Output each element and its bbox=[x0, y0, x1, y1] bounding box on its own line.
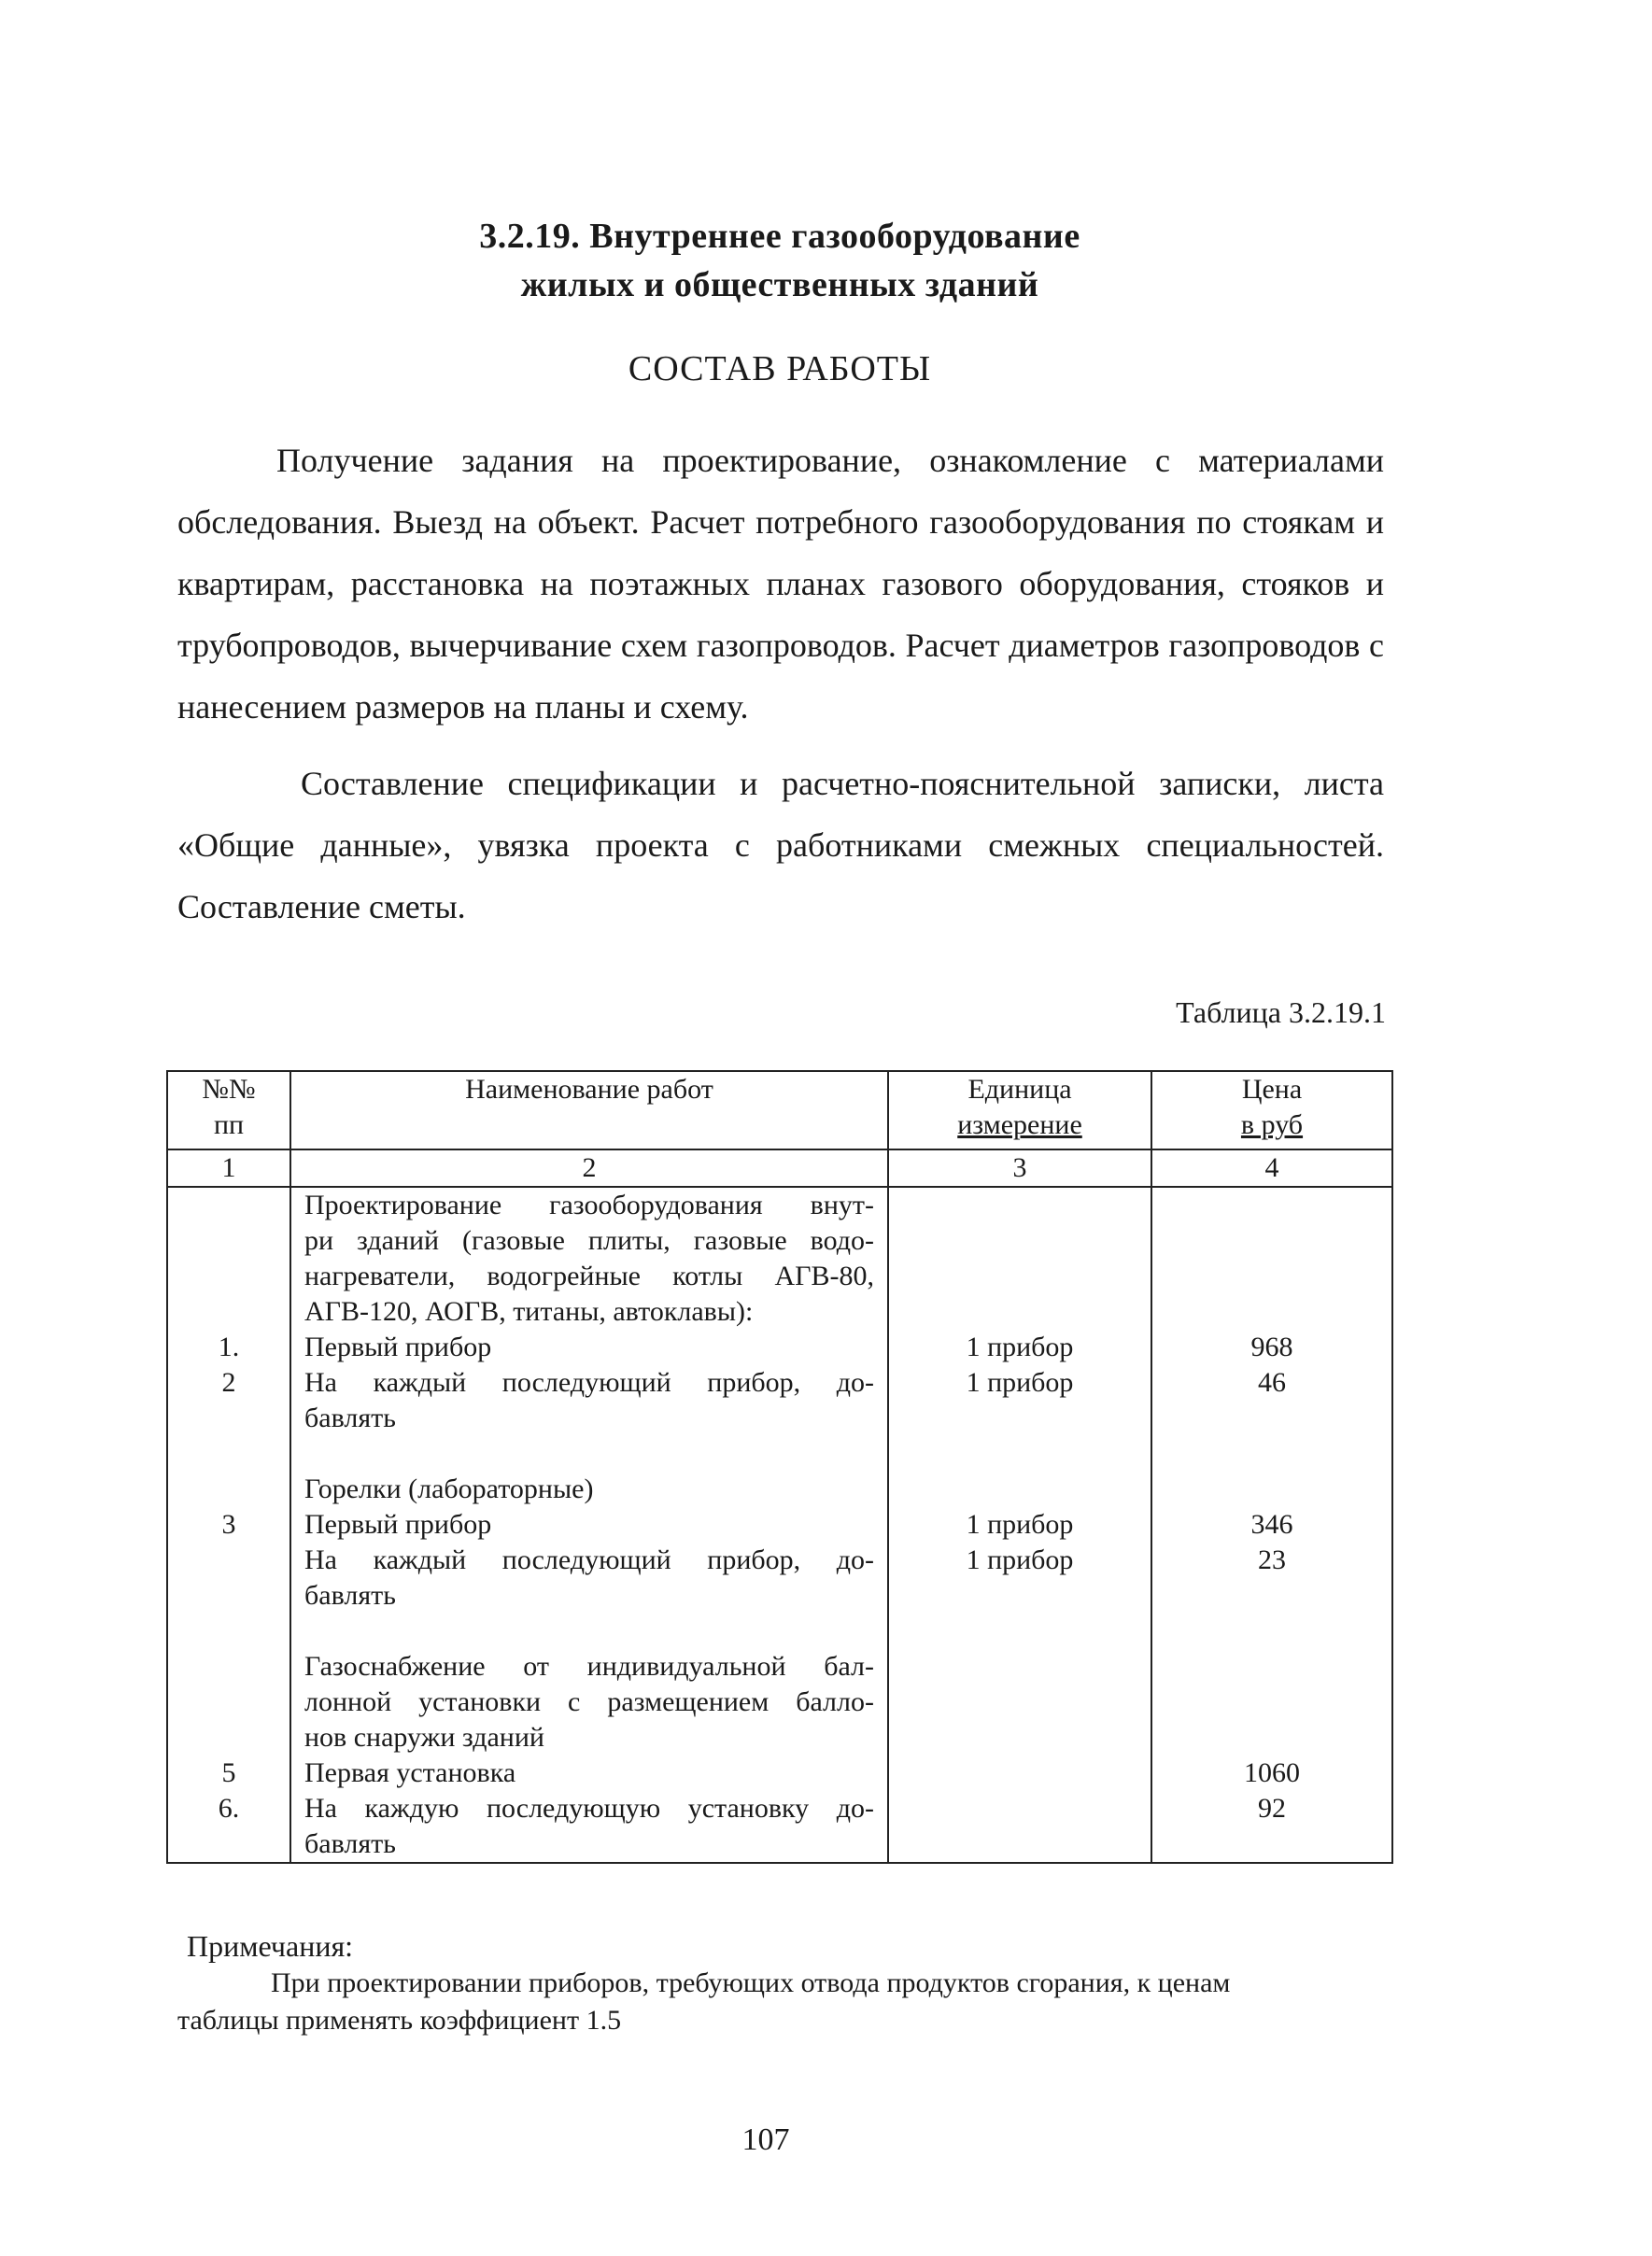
column-number: 3 bbox=[888, 1149, 1151, 1187]
item-name-line: Первая установка bbox=[304, 1757, 516, 1788]
header-name: Наименование работ bbox=[290, 1071, 888, 1149]
item-name-line: бавлять bbox=[304, 1828, 396, 1859]
item-price: 46 bbox=[1258, 1367, 1286, 1398]
item-unit bbox=[889, 1755, 1151, 1791]
empty-cell-line bbox=[168, 1826, 289, 1862]
item-name-line: На каждый последующий прибор, до- bbox=[304, 1544, 874, 1575]
note-line-1: При проектировании приборов, требующих отвода продуктов сгорания, к ценам bbox=[271, 1967, 1231, 1998]
group-heading-line: нагреватели, водогрейные котлы АГВ-80, bbox=[304, 1261, 874, 1291]
empty-cell-line bbox=[168, 1188, 289, 1223]
empty-cell-line bbox=[1152, 1826, 1391, 1862]
item-number: 2 bbox=[221, 1367, 236, 1398]
empty-cell-line bbox=[168, 1578, 289, 1614]
name-column bbox=[290, 1187, 888, 1863]
table-body-row bbox=[167, 1187, 1392, 1863]
number-column bbox=[167, 1187, 290, 1863]
table-header-row bbox=[167, 1071, 1392, 1149]
empty-cell-line bbox=[889, 1188, 1151, 1223]
empty-cell-line bbox=[1152, 1259, 1391, 1294]
empty-cell-line bbox=[168, 1401, 289, 1436]
empty-cell-line bbox=[1152, 1472, 1391, 1507]
empty-cell-line bbox=[1152, 1649, 1391, 1685]
item-name-line: бавлять bbox=[304, 1403, 396, 1433]
header-price: Цена в руб bbox=[1151, 1071, 1392, 1149]
item-number: 1. bbox=[218, 1332, 240, 1362]
item-price: 92 bbox=[1258, 1793, 1286, 1824]
item-unit: 1 прибор bbox=[966, 1544, 1074, 1575]
header-unit: Единица измерение bbox=[888, 1071, 1151, 1149]
item-name-line: На каждую последующую установку до- bbox=[304, 1793, 874, 1824]
empty-cell-line bbox=[889, 1401, 1151, 1436]
group-heading-line: АГВ-120, АОГВ, титаны, автоклавы): bbox=[304, 1296, 754, 1327]
empty-cell-line bbox=[889, 1223, 1151, 1259]
paragraph-2: Составление спецификации и расчетно-пояснительной записки, листа «Общие данные», увязка проекта с работниками смежных специальностей. Составление сметы. bbox=[177, 765, 1384, 925]
empty-cell-line bbox=[168, 1294, 289, 1330]
item-name-line: бавлять bbox=[304, 1580, 396, 1611]
empty-cell-line bbox=[889, 1472, 1151, 1507]
column-number: 1 bbox=[167, 1149, 290, 1187]
empty-cell-line bbox=[889, 1259, 1151, 1294]
price-table bbox=[166, 1070, 1393, 1864]
group-heading-line: лонной установки с размещением балло- bbox=[304, 1686, 874, 1717]
item-name-line: На каждый последующий прибор, до- bbox=[304, 1367, 874, 1398]
item-name-line: Первый прибор bbox=[304, 1509, 492, 1540]
empty-cell-line bbox=[889, 1685, 1151, 1720]
group-heading-line: Проектирование газооборудования внут- bbox=[304, 1190, 874, 1220]
column-number-row bbox=[167, 1149, 1392, 1187]
empty-cell-line bbox=[1152, 1223, 1391, 1259]
item-number: 6. bbox=[218, 1793, 240, 1824]
item-number: 5 bbox=[221, 1757, 236, 1788]
group-heading-line: Газоснабжение от индивидуальной бал- bbox=[304, 1651, 874, 1682]
empty-cell-line bbox=[889, 1294, 1151, 1330]
page-number: 107 bbox=[741, 2122, 790, 2157]
section-title-line-1: 3.2.19. Внутреннее газооборудование bbox=[479, 217, 1080, 256]
item-unit: 1 прибор bbox=[966, 1367, 1074, 1398]
notes-text bbox=[177, 1965, 1391, 2039]
empty-cell-line bbox=[168, 1685, 289, 1720]
empty-cell-line bbox=[1152, 1401, 1391, 1436]
section-title-line-2: жилых и общественных зданий bbox=[520, 265, 1039, 304]
notes-title: Примечания: bbox=[187, 1929, 354, 1963]
work-composition-heading: СОСТАВ РАБОТЫ bbox=[628, 349, 932, 388]
item-number bbox=[168, 1543, 289, 1578]
group-heading-line: нов снаружи зданий bbox=[304, 1722, 544, 1753]
empty-cell-line bbox=[168, 1649, 289, 1685]
item-price: 346 bbox=[1250, 1509, 1293, 1540]
item-price: 1060 bbox=[1244, 1757, 1300, 1788]
empty-cell-line bbox=[168, 1259, 289, 1294]
table-caption: Таблица 3.2.19.1 bbox=[1176, 995, 1386, 1029]
empty-cell-line bbox=[889, 1720, 1151, 1755]
item-price: 968 bbox=[1250, 1332, 1293, 1362]
empty-cell-line bbox=[1152, 1685, 1391, 1720]
empty-cell-line bbox=[168, 1472, 289, 1507]
unit-column bbox=[888, 1187, 1151, 1863]
item-name-line: Первый прибор bbox=[304, 1332, 492, 1362]
item-number: 3 bbox=[221, 1509, 236, 1540]
item-unit bbox=[889, 1791, 1151, 1826]
empty-cell-line bbox=[1152, 1188, 1391, 1223]
empty-cell-line bbox=[168, 1720, 289, 1755]
note-line-2: таблицы применять коэффициент 1.5 bbox=[177, 2005, 622, 2036]
empty-cell-line bbox=[1152, 1578, 1391, 1614]
paragraph-1: Получение задания на проектирование, ознакомление с материалами обследования. Выезд на объект. Расчет потребного газооборудования по стоякам и квартирам, расстановка на поэтажных планах газового оборудования, стояков и трубопроводов, вычерчивание схем газопроводов. Расчет диаметров газопроводов с нанесением размеров на планы и схему. bbox=[177, 442, 1384, 726]
column-number: 2 bbox=[290, 1149, 888, 1187]
empty-cell-line bbox=[1152, 1720, 1391, 1755]
group-heading-line: ри зданий (газовые плиты, газовые водо- bbox=[304, 1225, 874, 1256]
empty-cell-line bbox=[889, 1826, 1151, 1862]
item-price: 23 bbox=[1258, 1544, 1286, 1575]
empty-cell-line bbox=[168, 1223, 289, 1259]
empty-cell-line bbox=[889, 1578, 1151, 1614]
item-unit: 1 прибор bbox=[966, 1332, 1074, 1362]
empty-cell-line bbox=[889, 1649, 1151, 1685]
header-number: №№ пп bbox=[167, 1071, 290, 1149]
price-column bbox=[1151, 1187, 1392, 1863]
empty-cell-line bbox=[1152, 1294, 1391, 1330]
column-number: 4 bbox=[1151, 1149, 1392, 1187]
item-unit: 1 прибор bbox=[966, 1509, 1074, 1540]
group-heading-line: Горелки (лабораторные) bbox=[304, 1473, 594, 1504]
